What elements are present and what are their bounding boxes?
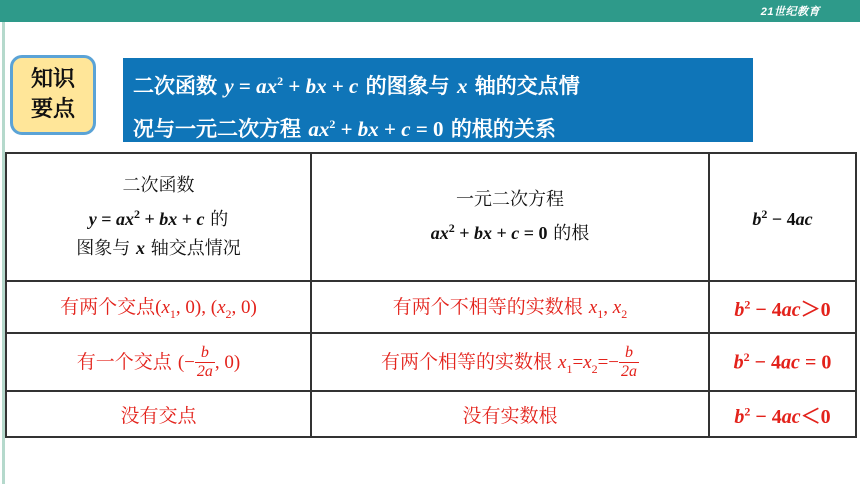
table-header-row (6, 153, 856, 281)
knowledge-badge (10, 55, 96, 135)
row1-discriminant-cell: $b^2 - 4ac>0$ (709, 281, 856, 333)
top-bar (0, 0, 860, 22)
title-math: + (326, 74, 350, 98)
header-equation-cell (311, 153, 709, 281)
row2-roots-cell: 有两个相等的实数根 $x_1=x_2=-$ $\frac{b}{2a}$ (311, 333, 709, 391)
title-math: = 0 (410, 117, 444, 141)
table-row (6, 391, 856, 437)
row3-roots-cell: 没有实数根 (311, 391, 709, 437)
title-line2 (133, 105, 743, 148)
row1-intersection-cell: 有两个交点($x_1$, 0), ($x_2$, 0) (6, 281, 311, 333)
title-text: 二次函数 (133, 74, 225, 98)
title-math: bx (305, 74, 327, 98)
table-row (6, 333, 856, 391)
title-math: bx (357, 117, 379, 141)
title-text: 况与一元二次方程 (133, 117, 309, 141)
slide-title (123, 58, 753, 142)
brand-logo-text: 21世纪教育 (760, 6, 820, 18)
title-math: x (457, 74, 468, 98)
title-math: 2 (329, 117, 336, 131)
fraction: $\frac{b}{2a}$ (621, 343, 638, 380)
badge-line2: 要点 (30, 97, 75, 122)
row3-intersection-cell: 没有交点 (6, 391, 311, 437)
row2-discriminant-cell: $b^2 - 4ac = 0$ (709, 333, 856, 391)
title-math: + (283, 74, 306, 98)
title-text: 的根的关系 (443, 117, 556, 141)
row3-discriminant-cell: $b^2 - 4ac<0$ (709, 391, 856, 437)
header-function-cell (6, 153, 311, 281)
header-function-title: 二次函数 (122, 174, 195, 196)
title-math: 2 (277, 74, 284, 88)
header-discriminant-cell: $b^2 - 4ac$ (709, 153, 856, 281)
title-math: y (224, 74, 234, 98)
title-line1 (133, 62, 743, 105)
relation-table (5, 152, 857, 438)
title-math: ax (256, 74, 278, 98)
table-row (6, 281, 856, 333)
fraction: $\frac{b}{2a}$ (196, 343, 213, 380)
title-math: + (378, 117, 402, 141)
header-equation-formula: $ax^2$ + bx + c = 0 的根 (430, 221, 590, 244)
title-math: + (335, 117, 358, 141)
header-equation-title: 一元二次方程 (456, 189, 564, 210)
header-function-formula: $y = ax^2$ + bx + c 的 (88, 206, 229, 230)
row2-intersection-cell: 有一个交点 (− $\frac{b}{2a}$ , 0) (6, 333, 311, 391)
title-math: = (233, 74, 257, 98)
title-text: 的图象与 (358, 74, 457, 98)
title-math: c (349, 74, 359, 98)
badge-line1: 知识 (30, 67, 75, 92)
title-math: c (401, 117, 411, 141)
header-function-desc: 图象与 x 轴交点情况 (76, 237, 241, 259)
row1-roots-cell: 有两个不相等的实数根 $x_1$, $x_2$ (311, 281, 709, 333)
title-math: ax (308, 117, 330, 141)
title-text: 轴的交点情 (467, 74, 580, 98)
